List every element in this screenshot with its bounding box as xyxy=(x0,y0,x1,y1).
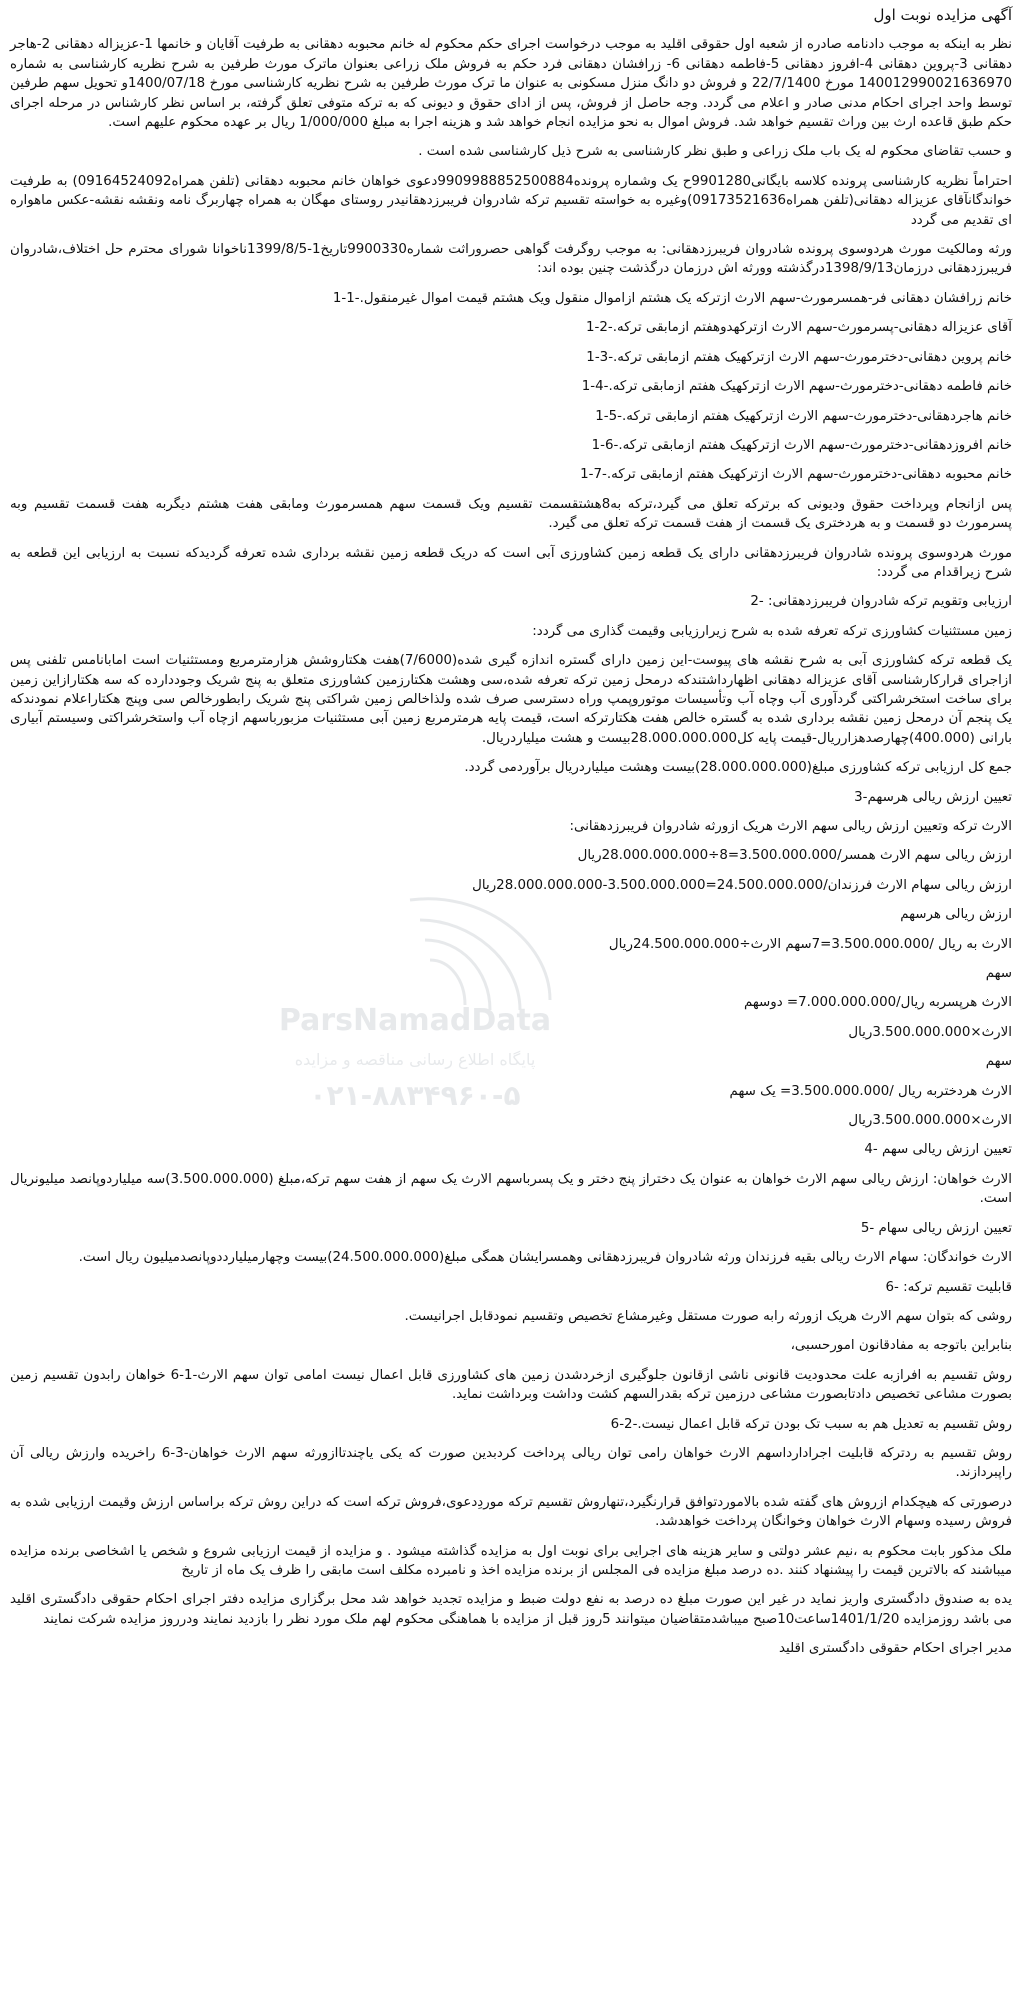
per-share-calc: الارث به ریال /3.500.000.000=7سهم الارث÷24.500.000.000ریال xyxy=(608,936,1012,952)
section-3-subheading: الارث ترکه وتعیین ارزش ریالی سهم الارث هریک ازورثه شادروان فریبرزدهقانی: xyxy=(569,819,1012,834)
auction-details-paragraph: یده به صندوق دادگستری واریز نماید در غیر این صورت مبلغ ده درصد به نفع دولت ضبط و مزایده تجدید خواهد شد محل برگزاری مزایده دفتر اجرای احکام حقوقی دادگستری اقلید می باشد روزمزایده 1401/1/20ساعت10صبح میباشدمتقاضیان میتوانند 5روز قبل از مزایده با هماهنگی محکوم لهم ملک مورد نظر را بازدید نمایند ودرروز مزایده شرکت نمایند xyxy=(10,1592,1012,1627)
heirs-intro-paragraph: ورثه ومالکیت مورث هردوسوی پرونده شادروان فریبرزدهقانی: به موجب روگرفت گواهی حصروراثت شماره9900330تاریخ1-1399/8/5ناخوانا شورای محترم حل اختلاف،شادروان فریبرزدهقانی درزمان1398/9/13درگذشته وورثه اش درزمان درگذشت چنین بوده اند: xyxy=(10,242,1012,277)
total-valuation-paragraph: جمع کل ارزیابی ترکه کشاورزی مبلغ(28.000.000.000)بیست وهشت میلیاردریال برآوردمی گردد. xyxy=(464,760,1012,776)
watermark-tagline: پایگاه اطلاع رسانی مناقصه و مزایده xyxy=(294,1050,536,1069)
spouse-share-calc: ارزش ریالی سهم الارث همسر/3.500.000.000=8÷28.000.000.000ریال xyxy=(577,848,1012,864)
section-5-body: الارث خواندگان: سهام الارث ریالی بقیه فرزندان ورثه شادروان فریبرزدهقانی وهمسرایشان همگی مبلغ(24.500.000.000)بیست وچهارمیلیارددوپانصدمیلیون ریال است. xyxy=(78,1250,1012,1266)
land-description-paragraph: یک قطعه ترکه کشاورزی آبی به شرح نقشه های پیوست-این زمین دارای گستره اندازه گیری شده(7/6000)هفت هکتاروشش هزارمترمربع ومستثنیات است امابانامس تلفنی پس ازاجرای قرارکارشناسی آقای عزیزاله دهقانی اظهارداشتندکه درمحل زمین ترکه تعرفه شده،سی وهشت هکتارزمین کشاورزی متعلق به پنج شریک وجوددارده که سه هکتارازاین زمین برای ساخت استخرشراکتی گردآوری آب وچاه آب وتأسیسات موتوروپمپ وراه دسترسی صرف شده ولذاخالص زمین شراکتی پنج شریک رابطورخالص سی وپنج هکتاراعلام نمودندکه یک پنجم آن درمحل زمین نقشه برداری شده به گستره خالص هفت هکتارترکه است، قیمت پایه هرمترمربع زمین آبی مستثنیات مزبورباسهم ازچاه آب واستخرشراکتی وسیستم آبیاری بارانی (400.000)چهارصدهزارریال-قیمت پایه کل28.000.000.000بیست و هشت میلیاردریال. xyxy=(10,653,1012,746)
heir-item: خانم زرافشان دهقانی فر-همسرمورث-سهم الارث ازترکه یک هشتم ازاموال منقول ویک هشتم قیمت اموال غیرمنقول.-1-1 xyxy=(332,290,1012,306)
heir-item: خانم محبوبه دهقانی-دخترمورث-سهم الارث ازترکهیک هفتم ازمابقی ترکه.-7-1 xyxy=(580,467,1012,483)
section-2-heading: ارزیابی وتقویم ترکه شادروان فریبرزدهقانی: -2 xyxy=(750,594,1012,610)
section-6-heading: قابلیت تقسیم ترکه: -6 xyxy=(885,1279,1012,1295)
partition-method-paragraph: روش تقسیم به افرازبه علت محدودیت قانونی ناشی ازقانون جلوگیری ازخردشدن زمین های کشاورزی قابل اعمال نیست امامی توان سهم الارث-1-6 خواهان رابدون تقسیم زمین بصورت مشاعی تخصیص دادتابصورت مشاعی درزمین ترکه بقدرالسهم کشت وداشت وبرداشت نماید. xyxy=(10,1367,1012,1403)
signature-line: مدیر اجرای احکام حقوقی دادگستری اقلید xyxy=(779,1641,1012,1657)
expert-opinion-paragraph: احتراماً نظریه کارشناسی پرونده کلاسه بایگانی9901280ح یک وشماره پرونده9909988852500884دعوی خواهان خانم محبوبه دهقانی (تلفن همراه09164524092) به طرفیت خواندگانآقای عزیزاله دهقانی(تلفن همراه09173521636)وغیره به خواسته تقسیم ترکه شادروان فریبرزدهقانیدر روستای مهگان به همراه چهاربرگ نامه ونقشه نقشه-عکس ماهواره ای تقدیم می گردد xyxy=(10,173,1013,228)
request-paragraph: و حسب تقاضای محکوم له یک باب ملک زراعی و طبق نظر کارشناسی به شرح ذیل کارشناسی شده است . xyxy=(418,144,1012,160)
property-paragraph: مورث هردوسوی پرونده شادروان فریبرزدهقانی دارای یک قطعه زمین کشاورزی آبی است که دریک قطعه زمین نقشه برداری شده تعرفه گردیدکه نسبت به ارزیابی این قطعه به شرح زیراقدام می گردد: xyxy=(10,545,1012,580)
division-paragraph: پس ازانجام وپرداخت حقوق ودیونی که برترکه تعلق می گیرد،ترکه به8هشتقسمت تقسیم ویک قسمت سهم همسرمورث ومابقی هفت هشتم دیگربه هفت قسمت تقسیم وبه پسرمورث دو قسمت و به هردختری یک قسمت از هفت قسمت ترکه تعلق می گیرد. xyxy=(10,496,1012,532)
son-share-label: سهم xyxy=(985,966,1012,982)
section-5-heading: تعیین ارزش ریالی سهام -5 xyxy=(860,1220,1012,1236)
auction-terms-paragraph: ملک مذکور بابت محکوم به ،نیم عشر دولتی و سایر هزینه های اجرایی برای نوبت اول به مزایده گذاشته میشود . و مزایده از قیمت ارزیابی شروع و شخص یا اشخاصی برنده مزایده میباشند که بالاترین قیمت را پیشنهاد کنند .ده درصد مبلغ مزایده فی المجلس از برنده مزایده اخذ و نامبرده مکلف است مابقی را ظرف یک ماه از تاریخ xyxy=(10,1543,1012,1578)
daughter-share-calc-2: الارث×3.500.000.000ریال xyxy=(848,1113,1012,1129)
notice-title: آگهی مزایده نوبت اول xyxy=(873,6,1012,24)
adjustment-method-paragraph: روش تقسیم به تعدیل هم به سبب تک بودن ترکه قابل اعمال نیست.-2-6 xyxy=(610,1416,1012,1432)
section-3-heading: تعیین ارزش ریالی هرسهم-3 xyxy=(854,789,1012,805)
son-share-calc-2: الارث×3.500.000.000ریال xyxy=(848,1024,1012,1040)
notice-content xyxy=(10,6,1012,1659)
intro-paragraph: نظر به اینکه به موجب دادنامه صادره از شعبه اول حقوقی اقلید به موجب درخواست اجرای حکم محکوم له خانم محبوبه دهقانی به طرفیت آقایان و خانمها 1-عزیزاله دهقانی 2-هاجر دهقانی 3-پروین دهقانی 4-افروز دهقانی 5-فاطمه دهقانی 6- زرافشان دهقانی فرد حکم به فروش ملک زراعی بعنوان ماترک مورث طرفین به شرح نظریه کارشناسی به شماره 140012990021636970 مورخ 22/7/1400 و فروش دو دانگ منزل مسکونی به عنوان ما ترک مورث طرفین به شرح نظریه کارشناسی مورخ 1400/07/18و تحویل سهم طرفین توسط واحد اجرای احکام مدنی صادر و اعلام می گردد. وجه حاصل از فروش، پس از ادای حقوق و دیونی که به ترکه متوفی تعلق گرفته، بر اساس نظر کارشناس در مرحله اجرای حکم طبق قاعده ارث بین وراث تقسیم خواهد شد. فروش اموال به نحو مزایده انجام خواهد شد و هزینه اجرا به مبلغ 1/000/000 ریال بر عهده محکوم علیهم است. xyxy=(10,37,1012,131)
section-4-body: الارث خواهان: ارزش ریالی سهم الارث خواهان به عنوان یک دختراز پنج دختر و یک پسرباسهم الارث یک سهم از هفت سهم ترکه،مبلغ (3.500.000.000)سه میلیاردوپانصد میلیونریال است. xyxy=(10,1171,1013,1207)
sale-method-paragraph: درصورتی که هیچکدام ازروش های گفته شده بالاموردتوافق قرارنگیرد،تنهاروش تقسیم ترکه موردِدعوی،فروش ترکه است که دراین روش ترکه براساس ارزش وقیمت ارزیابی شده به فروش رسیده وسهام الارث خواهان وخوانگان پرداخت خواهدشد. xyxy=(10,1494,1012,1530)
buyout-method-paragraph: روش تقسیم به ردترکه قابلیت اجرادارداسهم الارث خواهان رامی توان ریالی پرداخت کردبدین صورت که یکی یاچندتاازورثه سهم الارث خواهان-3-6 راخریده وارزش ریالی آن راپبردازند. xyxy=(10,1445,1013,1481)
heir-item: خانم افروزدهقانی-دخترمورث-سهم الارث ازترکهیک هفتم ازمابقی ترکه.-6-1 xyxy=(591,437,1012,453)
daughter-share-label: سهم xyxy=(985,1054,1012,1070)
section-2-subheading: زمین مستثنیات کشاورزی ترکه تعرفه شده به شرح زیرارزیابی وقیمت گذاری می گردد: xyxy=(532,623,1012,639)
division-method-paragraph: روشی که بتوان سهم الارث هریک ازورثه رابه صورت مستقل وغیرمشاع تخصیص وتقسیم نمودقابل اجرانیست. xyxy=(404,1308,1012,1324)
watermark-brand: ParsNamadData xyxy=(278,1003,552,1038)
daughter-share-calc: الارث هردختربه ریال /3.500.000.000= یک سهم xyxy=(729,1083,1012,1099)
watermark-phone: ۰۲۱-۸۸۳۴۹۶۰-۵ xyxy=(309,1079,521,1112)
per-share-label: ارزش ریالی هرسهم xyxy=(900,907,1012,923)
heir-item: خانم پروین دهقانی-دخترمورث-سهم الارث ازترکهیک هفتم ازمابقی ترکه.-3-1 xyxy=(586,349,1012,365)
legal-basis-paragraph: بنابراین باتوجه به مفادقانون امورحسبی، xyxy=(790,1338,1012,1354)
son-share-calc: الارث هرپسربه ریال/7.000.000.000= دوسهم xyxy=(743,995,1012,1011)
heir-item: خانم هاجردهقانی-دخترمورث-سهم الارث ازترکهیک هفتم ازمابقی ترکه.-5-1 xyxy=(595,408,1012,424)
section-4-heading: تعیین ارزش ریالی سهم -4 xyxy=(864,1142,1012,1158)
children-share-calc: ارزش ریالی سهام الارث فرزندان/24.500.000.000=3.500.000.000-28.000.000.000ریال xyxy=(472,877,1012,893)
heir-item: آقای عزیزاله دهقانی-پسرمورث-سهم الارث ازترکهدوهفتم ازمابقی ترکه.-2-1 xyxy=(586,320,1012,336)
heir-item: خانم فاطمه دهقانی-دخترمورث-سهم الارث ازترکهیک هفتم ازمابقی ترکه.-4-1 xyxy=(581,379,1012,395)
